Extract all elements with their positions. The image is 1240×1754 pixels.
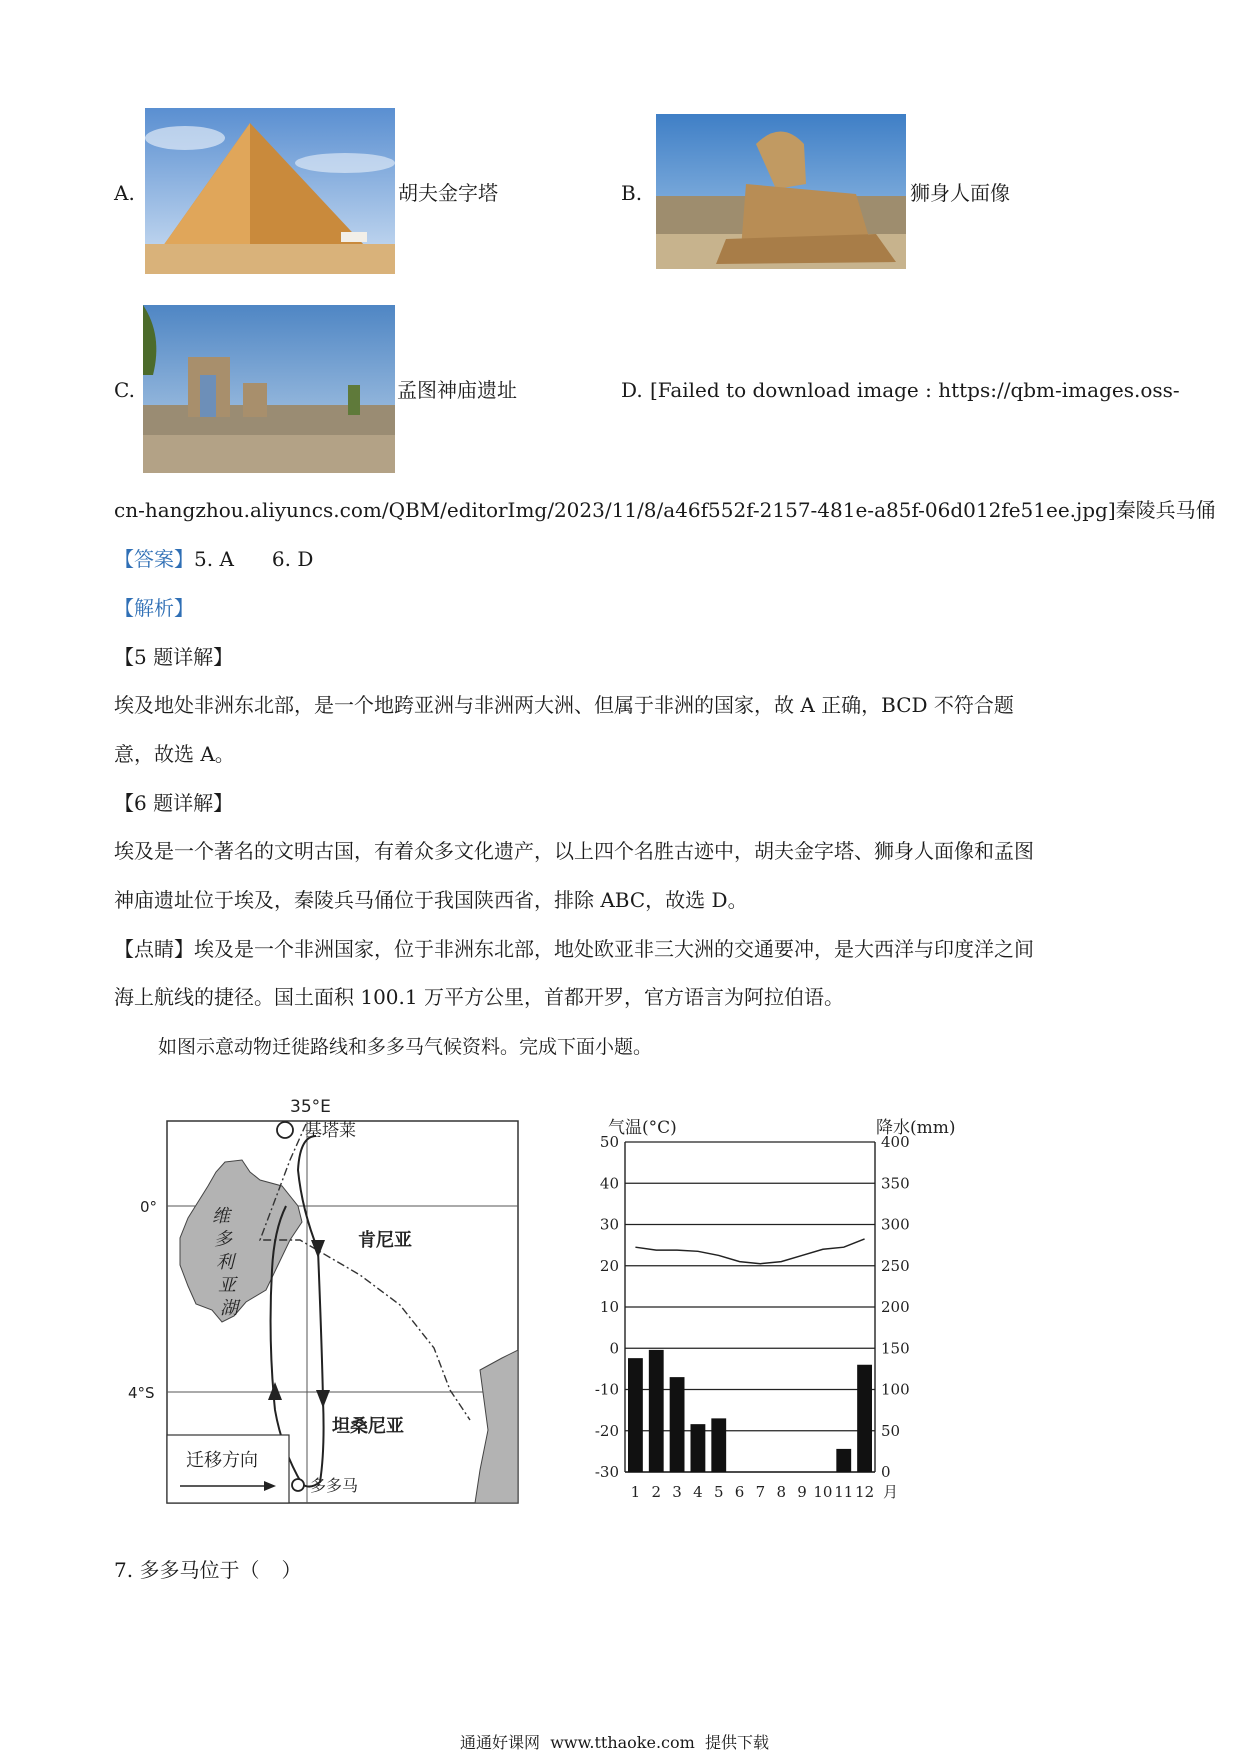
- lake-char-3: 利: [216, 1252, 234, 1273]
- precip-bar: [628, 1358, 643, 1472]
- lake-char-4: 亚: [218, 1275, 236, 1296]
- option-c-letter: C.: [114, 378, 135, 402]
- option-a-caption: 胡夫金字塔: [398, 181, 498, 205]
- option-b-letter: B.: [621, 181, 643, 205]
- sphinx-photo: [656, 114, 906, 269]
- q6-detail-line1: 埃及是一个著名的文明古国，有着众多文化遗产，以上四个名胜古迹中，胡夫金字塔、狮身人面像和孟图: [114, 839, 1034, 863]
- precip-tick-label: 350: [881, 1174, 910, 1193]
- precip-tick-label: 50: [881, 1421, 901, 1440]
- option-b-caption: 狮身人面像: [910, 181, 1010, 205]
- month-tick-label: 3: [672, 1483, 682, 1501]
- month-tick-label: 4: [693, 1483, 703, 1501]
- precip-tick-label: 400: [881, 1133, 910, 1151]
- precip-bar: [670, 1377, 685, 1472]
- answer-q6: 6. D: [271, 547, 314, 571]
- temp-tick-label: 20: [599, 1256, 619, 1275]
- pyramid-photo: [145, 108, 395, 274]
- tanzania-label: 坦桑尼亚: [332, 1416, 404, 1437]
- answer-label: 【答案】: [114, 547, 194, 571]
- q5-detail-line1: 埃及地处非洲东北部，是一个地跨亚洲与非洲两大洲、但属于非洲的国家，故 A 正确，BCD 不符合题: [114, 693, 1014, 717]
- tip-line2: 海上航线的捷径。国土面积 100.1 万平方公里，首都开罗，官方语言为阿拉伯语。: [114, 985, 844, 1009]
- month-suffix-label: 月: [883, 1483, 899, 1501]
- month-tick-label: 8: [776, 1483, 787, 1501]
- option-d-text-line2: cn-hangzhou.aliyuncs.com/QBM/editorImg/2023/11/8/a46f552f-2157-481e-a85f-06d012fe51ee.jpg]秦陵兵马俑: [114, 498, 1216, 522]
- map-longitude-label: 35°E: [290, 1097, 331, 1117]
- precip-tick-label: 100: [881, 1380, 910, 1399]
- precip-bar: [857, 1365, 872, 1472]
- temp-tick-label: 50: [599, 1133, 619, 1151]
- dodoma-marker: [292, 1479, 304, 1491]
- question-7-text: 多多马位于（: [139, 1558, 260, 1582]
- legend-label: 迁移方向: [186, 1450, 258, 1471]
- temp-axis-label: 气温(°C): [608, 1118, 677, 1138]
- q5-detail-line2: 意，故选 A。: [114, 742, 235, 766]
- intro-text: 如图示意动物迁徙路线和多多马气候资料。完成下面小题。: [158, 1036, 653, 1058]
- footer-site: 通通好课网: [460, 1733, 541, 1752]
- month-tick-label: 2: [651, 1483, 662, 1501]
- footer-tail: 提供下载: [704, 1733, 769, 1752]
- precip-tick-label: 0: [881, 1463, 891, 1481]
- q6-detail-line2: 神庙遗址位于埃及，秦陵兵马俑位于我国陕西省，排除 ABC，故选 D。: [114, 888, 748, 912]
- option-c-caption: 孟图神庙遗址: [397, 378, 517, 402]
- option-d-text-line1: [Failed to download image : https://qbm-images.oss-: [650, 378, 1180, 402]
- precip-bar: [691, 1424, 706, 1472]
- month-tick-label: 9: [797, 1483, 807, 1501]
- temp-tick-label: -30: [594, 1463, 619, 1481]
- lat-4s-label: 4°S: [128, 1384, 155, 1402]
- question-7: [114, 1557, 301, 1583]
- lake-char-2: 多: [214, 1229, 232, 1250]
- temp-tick-label: 0: [609, 1339, 619, 1358]
- climate-chart: [590, 1110, 960, 1515]
- kitale-label: 基塔莱: [305, 1121, 356, 1141]
- q5-detail-heading: 【5 题详解】: [114, 645, 234, 669]
- temp-tick-label: 30: [599, 1215, 619, 1234]
- precip-tick-label: 150: [881, 1339, 910, 1358]
- precip-bar: [649, 1350, 664, 1472]
- tip-line1: [114, 936, 1034, 962]
- answer-line: [114, 546, 313, 572]
- option-d-letter: D.: [621, 378, 643, 402]
- footer: [460, 1730, 769, 1753]
- q6-detail-heading: 【6 题详解】: [114, 791, 234, 815]
- migration-map: [128, 1090, 540, 1510]
- lat-0-label: 0°: [140, 1198, 158, 1216]
- precip-axis-label: 降水(mm): [876, 1118, 956, 1138]
- dodoma-label: 多多马: [310, 1476, 359, 1495]
- month-tick-label: 1: [630, 1483, 641, 1501]
- month-tick-label: 10: [813, 1483, 833, 1501]
- footer-url[interactable]: www.tthaoke.com: [550, 1733, 695, 1752]
- temp-tick-label: -20: [594, 1421, 619, 1440]
- question-7-number: 7.: [114, 1558, 134, 1582]
- answer-q5: 5. A: [194, 547, 234, 571]
- temp-line: [635, 1239, 864, 1264]
- analysis-label: 【解析】: [114, 596, 194, 620]
- precip-bar: [836, 1449, 851, 1472]
- temp-tick-label: 10: [599, 1298, 619, 1316]
- month-tick-label: 5: [713, 1483, 724, 1501]
- lake-char-1: 维: [212, 1206, 230, 1227]
- precip-tick-label: 200: [881, 1298, 910, 1316]
- month-tick-label: 6: [734, 1483, 745, 1501]
- option-a-letter: A.: [114, 181, 135, 205]
- kenya-label: 肯尼亚: [358, 1230, 412, 1251]
- kitale-marker: [277, 1122, 293, 1138]
- precip-bar: [711, 1418, 726, 1472]
- month-tick-label: 7: [755, 1483, 766, 1501]
- precip-tick-label: 250: [881, 1256, 910, 1275]
- temp-tick-label: -10: [594, 1380, 619, 1399]
- month-tick-label: 12: [855, 1483, 875, 1501]
- tip-text-1: 埃及是一个非洲国家，位于非洲东北部，地处欧亚非三大洲的交通要冲，是大西洋与印度洋之间: [194, 937, 1034, 961]
- tip-label: 【点睛】: [114, 937, 194, 961]
- question-7-close: ）: [281, 1558, 302, 1582]
- temple-ruins-photo: [143, 305, 395, 473]
- month-tick-label: 11: [834, 1483, 854, 1501]
- precip-tick-label: 300: [881, 1215, 910, 1234]
- temp-tick-label: 40: [599, 1174, 619, 1193]
- lake-char-5: 湖: [220, 1298, 238, 1319]
